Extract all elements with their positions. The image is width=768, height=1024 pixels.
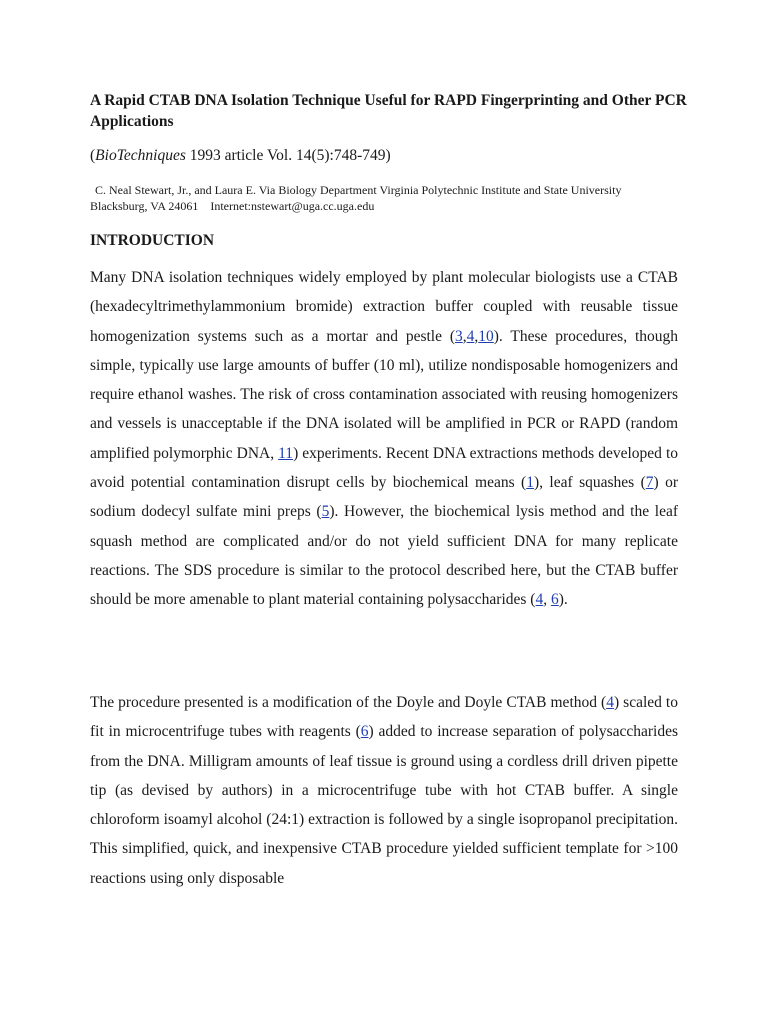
reference-link[interactable]: 4 [606,694,614,711]
reference-link[interactable]: 4 [535,591,544,609]
reference-link[interactable]: 6 [550,591,559,609]
text-segment: ) or sodium dodecyl sulfate mini preps ( [90,474,679,521]
reference-link[interactable]: 4 [466,327,475,345]
article-title: A Rapid CTAB DNA Isolation Technique Useful for RAPD Fingerprinting and Other PCR Applications [90,92,687,130]
text-segment: , [462,327,467,345]
reference-link[interactable]: 6 [360,723,369,741]
author-line-2: Blacksburg, VA 24061 Internet:nstewart@uga.cc.uga.edu [90,199,375,213]
text-segment: The procedure presented is a modification of the Doyle and Doyle CTAB method ( [90,694,607,711]
paragraph-introduction-1 [90,263,678,615]
reference-link[interactable]: 11 [278,444,294,462]
text-segment: ) added to increase separation of polysaccharides from the DNA. Milligram amounts of leaf tissue is ground using a cordless drill driven pipette tip (as devised by authors) in a microcentrifuge tube with hot CTAB buffer. A single chloroform isoamyl alcohol (24:1) extraction is followed by a single isopropanol precipitation. This simplified, quick, and inexpensive CTAB procedure yielded sufficient template for >100 reactions using only disposable [90,723,679,887]
citation-details: 1993 article Vol. 14(5):748-749) [185,147,391,164]
text-segment: ). However, the biochemical lysis method and the leaf squash method are complicated and/or do not yield sufficient DNA for many replicate reactions. The SDS procedure is similar to the protocol described here, but the CTAB buffer should be more amenable to plant material containing polysaccharides ( [90,503,678,609]
citation [90,145,690,167]
text-segment: ) scaled to fit in microcentrifuge tubes with reagents ( [90,694,678,741]
text-segment: ). These procedures, though simple, typically use large amounts of buffer (10 ml), utilize nondisposable homogenizers and require ethanol washes. The risk of cross contamination associated with reusing homogenizers and vessels is unacceptable if the DNA isolated will be amplified in PCR or RAPD (random amplified polymorphic DNA, [90,327,678,462]
text-segment: ). [558,591,568,609]
text-segment: Many DNA isolation techniques widely employed by plant molecular biologists use a CTAB (hexadecyltrimethylammonium bromide) extraction buffer coupled with reusable tissue homogenization systems such as a mortar and pestle ( [90,269,678,345]
text-segment: , [543,591,551,609]
citation-open-paren: ( [90,147,96,164]
text-segment: ) experiments. Recent DNA extractions methods developed to avoid potential contamination disrupt cells by biochemical means ( [90,444,678,492]
section-heading: INTRODUCTION [90,232,215,249]
reference-link[interactable]: 5 [321,503,330,521]
journal-name: BioTechniques [95,147,186,164]
paragraph-introduction-2 [90,688,678,893]
reference-link[interactable]: 10 [478,327,494,345]
text-segment: ), leaf squashes ( [533,474,646,492]
reference-link[interactable]: 1 [526,474,534,492]
reference-link[interactable]: 3 [455,327,463,345]
author-line-1: C. Neal Stewart, Jr., and Laura E. Via Biology Department Virginia Polytechnic Institute and State University [95,183,622,197]
reference-link[interactable]: 7 [645,474,654,492]
text-segment: , [474,327,479,345]
author-affiliation [90,182,690,214]
